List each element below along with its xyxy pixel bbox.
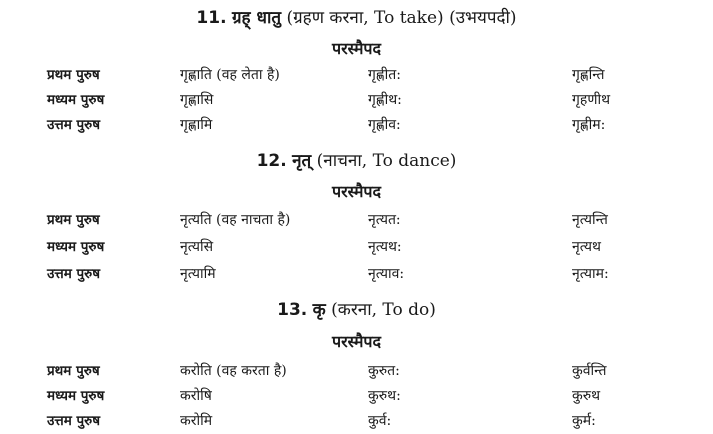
section-number: 12. [256, 151, 287, 171]
singular-form: गृह्णामि [180, 117, 213, 133]
verb-root: नृत् [292, 151, 312, 171]
plural-form: कुर्वन्ति [572, 363, 607, 379]
singular-form: करोति (वह करता है) [180, 363, 287, 379]
table-row [0, 64, 713, 86]
verb-root: ग्रह् धातु [231, 8, 282, 28]
person-label: प्रथम पुरुष [47, 212, 100, 228]
table-row [0, 209, 713, 231]
person-label: उत्तम पुरुष [47, 413, 101, 429]
section-heading-11 [0, 7, 713, 29]
person-label: मध्यम पुरुष [47, 92, 105, 108]
dual-form: गृह्णीव: [368, 117, 401, 133]
person-label: उत्तम पुरुष [47, 266, 101, 282]
singular-form: करोमि [180, 413, 213, 429]
verb-gloss: (नाचना, To dance) [316, 151, 457, 171]
plural-form: गृह्णन्ति [572, 67, 605, 83]
verb-gloss: (करना, To do) [331, 300, 436, 320]
section-number: 11. [196, 8, 227, 28]
table-row [0, 89, 713, 111]
pada-heading: परस्मैपद [331, 182, 381, 201]
plural-form: नृत्याम: [572, 266, 609, 282]
person-label: प्रथम पुरुष [47, 67, 100, 83]
person-label: प्रथम पुरुष [47, 363, 100, 379]
table-row [0, 410, 713, 432]
dual-form: नृत्यत: [368, 212, 401, 228]
table-row [0, 114, 713, 136]
section-heading-13 [0, 299, 713, 321]
plural-form: कुर्म: [572, 413, 596, 429]
plural-form: गृहणीथ [572, 92, 611, 108]
pada-heading: परस्मैपद [331, 39, 381, 58]
dual-form: नृत्यथ: [368, 239, 402, 255]
person-label: मध्यम पुरुष [47, 388, 105, 404]
person-label: उत्तम पुरुष [47, 117, 101, 133]
pada-heading: परस्मैपद [331, 332, 381, 351]
table-row [0, 385, 713, 407]
table-row [0, 263, 713, 285]
singular-form: नृत्यति (वह नाचता है) [180, 212, 291, 228]
singular-form: गृह्णासि [180, 92, 214, 108]
dual-form: कुर्व: [368, 413, 392, 429]
dual-form: गृह्णीत: [368, 67, 401, 83]
section-number: 13. [277, 300, 308, 320]
plural-form: नृत्यन्ति [572, 212, 608, 228]
plural-form: कुरुथ [572, 388, 601, 404]
singular-form: नृत्यामि [180, 266, 216, 282]
dual-form: गृह्णीथ: [368, 92, 402, 108]
verb-root: कृ [312, 300, 326, 320]
table-row [0, 360, 713, 382]
person-label: मध्यम पुरुष [47, 239, 105, 255]
singular-form: नृत्यसि [180, 239, 214, 255]
dual-form: कुरुत: [368, 363, 400, 379]
section-heading-12 [0, 150, 713, 172]
dual-form: कुरुथ: [368, 388, 401, 404]
plural-form: गृह्णीम: [572, 117, 606, 133]
table-row [0, 236, 713, 258]
verb-gloss: (ग्रहण करना, To take) (उभयपदी) [286, 8, 517, 28]
dual-form: नृत्याव: [368, 266, 405, 282]
singular-form: गृह्णाति (वह लेता है) [180, 67, 280, 83]
plural-form: नृत्यथ [572, 239, 601, 255]
singular-form: करोषि [180, 388, 212, 404]
